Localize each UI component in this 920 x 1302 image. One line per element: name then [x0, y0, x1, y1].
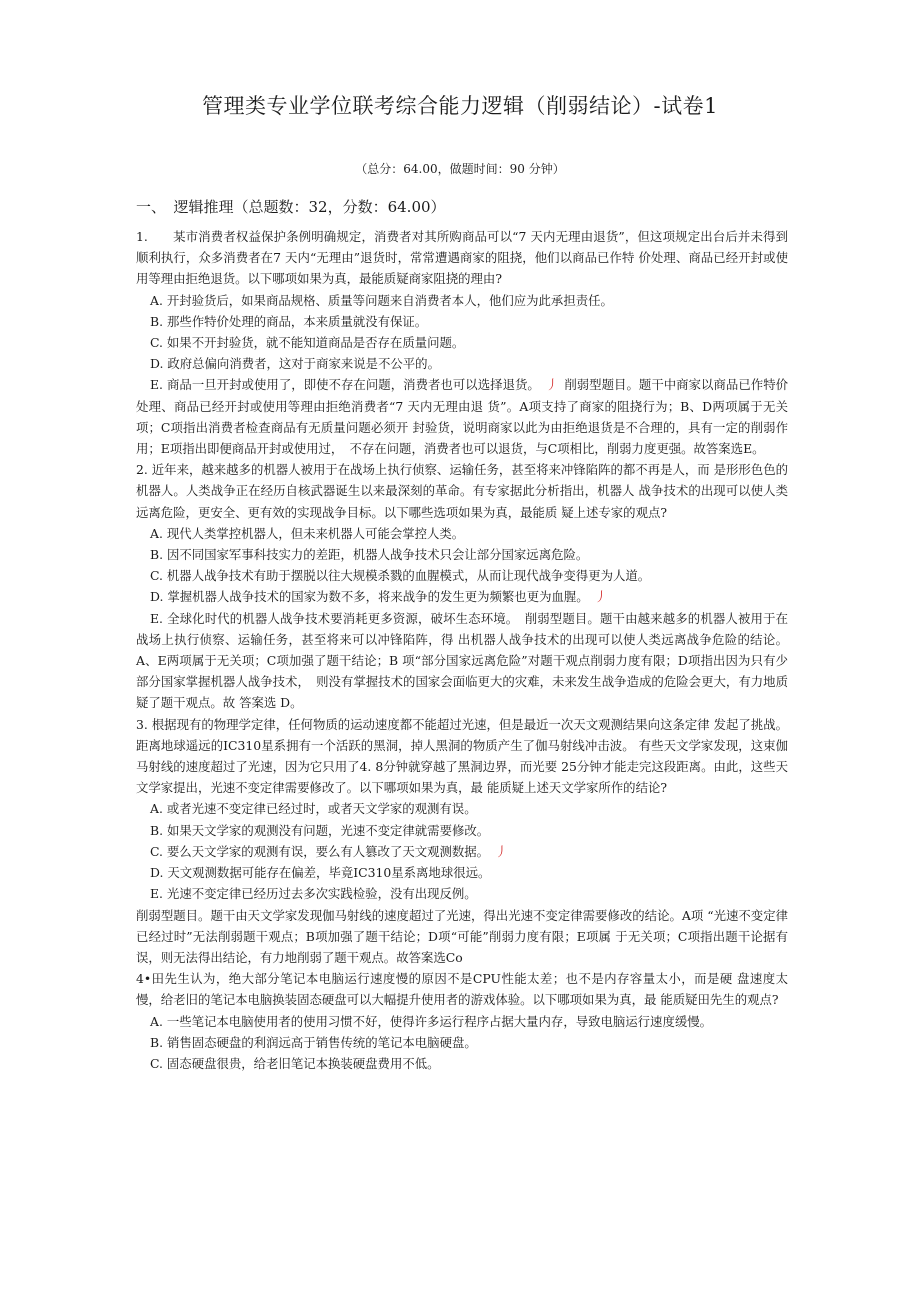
question-2-option-c: C. 机器人战争技术有助于摆脱以往大规模杀戮的血腥模式，从而让现代战争变得更为人道。 [150, 568, 651, 584]
question-1-stem: 1. 某市消费者权益保护条例明确规定，消费者对其所购商品可以“7 天内无理由退货”，但这项规定出台后并未得到顺利执行，众多消费者在7 天内“无理由”退货时，常常遭遇商家的阻挠，他们以商品已作特 价处理、商品已经开封或使用等理由拒绝退货。以下哪项如果为真，最能质疑商家阻挠的理由? [136, 229, 788, 287]
question-3-option-e: E. 光速不变定律已经历过去多次实践检验，没有出现反例。 [150, 886, 477, 902]
check-mark-icon: 丿 [545, 377, 559, 393]
section-heading: 一、 逻辑推理（总题数：32，分数：64.00） [136, 198, 446, 216]
question-list [136, 226, 788, 1074]
question-2-option-e: E. 全球化时代的机器人战争技术要消耗更多资源，破坏生态环境。 [150, 610, 513, 626]
question-4-option-c: C. 固态硬盘很贵，给老旧笔记本换装硬盘费用不低。 [150, 1055, 440, 1071]
question-2-option-b: B. 因不同国家军事科技实力的差距，机器人战争技术只会让部分国家远离危险。 [150, 547, 589, 563]
question-3-stem: 3. 根据现有的物理学定律，任何物质的运动速度都不能超过光速，但是最近一次天文观测结果向这条定律 发起了挑战。距离地球遥远的IC310星系拥有一个活跃的黑洞，掉人黑洞的物质产生了伽马射线冲击波。 有些天文学家发现，这束伽马射线的速度超过了光速，因为它只用了4. 8分钟就穿越了黑洞边界，而光要 25分钟才能走完这段距离。由此，这些天文学家提出，光速不变定律需要修改了。以下哪项如果为真，最 能质疑上述天文学家所作的结论? [136, 716, 788, 796]
question-1-option-a: A. 开封验货后，如果商品规格、质量等问题来自消费者本人，他们应为此承担责任。 [150, 292, 613, 308]
score-time-info: （总分：64.00，做题时间：90 分钟） [355, 162, 565, 176]
check-mark-icon: 丿 [495, 843, 508, 859]
question-1-option-c: C. 如果不开封验货，就不能知道商品是否存在质量问题。 [150, 335, 465, 351]
page-title: 管理类专业学位联考综合能力逻辑（削弱结论）-试卷1 [202, 94, 718, 118]
question-2-option-a: A. 现代人类掌控机器人，但未来机器人可能会掌控人类。 [150, 525, 465, 541]
question-1-option-d: D. 政府总偏向消费者，这对于商家来说是不公平的。 [150, 356, 440, 372]
question-1-option-b: B. 那些作特价处理的商品，本来质量就没有保证。 [150, 313, 428, 329]
question-3-option-b: B. 如果天文学家的观测没有问题，光速不变定律就需要修改。 [150, 822, 490, 838]
question-2-option-d-line [136, 586, 788, 607]
question-4-option-b: B. 销售固态硬盘的利润远高于销售传统的笔记本电脑硬盘。 [150, 1034, 477, 1050]
question-2-option-d: D. 掌握机器人战争技术的国家为数不多，将来战争的发生更为频繁也更为血腥。 [150, 589, 589, 605]
question-3-option-d: D. 天文观测数据可能存在偏差，毕竟IC310星系离地球很远。 [150, 865, 491, 881]
question-1-analysis: 削弱型题目。题干中商家以商品已作特价处理、商品已经开封或使用等理由拒绝消费者“7 天内无理由退 货”。A项支持了商家的阻挠行为；B、D两项属于无关项；C项指出消费者检查商品有无质量问题必须开 封验货，说明商家以此为由拒绝退货是不合理的，具有一定的削弱作用；E项指出即便商品开封或使用过， 不存在问题，消费者也可以退货，与C项相比，削弱力度更强。故答案选E。 [136, 377, 789, 457]
question-2-stem: 2. 近年来，越来越多的机器人被用于在战场上执行侦察、运输任务，甚至将来冲锋陷阵的都不再是人，而 是形形色色的机器人。人类战争正在经历自核武器诞生以来最深刻的革命。有专家据此分析指出，机器人 战争技术的出现可以使人类远离危险，更安全、更有效的实现战争目标。以下哪些选项如果为真，最能质 疑上述专家的观点? [136, 462, 788, 520]
check-mark-icon: 丿 [594, 589, 608, 605]
question-1-option-e: E. 商品一旦开封或使用了，即使不存在问题，消费者也可以选择退货。 [150, 377, 540, 393]
question-3-option-c: C. 要么天文学家的观测有误，要么有人篡改了天文观测数据。 [150, 843, 490, 859]
question-3-option-c-line [136, 841, 788, 862]
question-4-option-a: A. 一些笔记本电脑使用者的使用习惯不好，使得许多运行程序占据大量内存，导致电脑运行速度缓慢。 [150, 1013, 713, 1029]
question-2-answer-block [136, 608, 788, 714]
question-3-option-a: A. 或者光速不变定律已经过时，或者天文学家的观测有误。 [150, 801, 477, 817]
question-2-analysis: 削弱型题目。题干由越来越多的机器人被用于在战场上执行侦察、运输任务，甚至将来可以冲锋陷阵，得 出机器人战争技术的出现可以使人类远离战争危险的结论。A、E两项属于无关项；C项加强了题干结论；B 项“部分国家远离危险”对题干观点削弱力度有限；D项指出因为只有少部分国家掌握机器人战争技术， 则没有掌握技术的国家会面临更大的灾难，未来发生战争造成的危险会更大，有力地质疑了题干观点。故 答案选 D。 [136, 610, 788, 711]
question-4-stem: 4•田先生认为，绝大部分笔记本电脑运行速度慢的原因不是CPU性能太差；也不是内存容量太小，而是硬 盘速度太慢，给老旧的笔记本电脑换装固态硬盘可以大幅提升使用者的游戏体验。以下哪项如果为真，最 能质疑田先生的观点? [136, 971, 788, 1008]
question-1-answer-block [136, 374, 788, 459]
question-3-analysis: 削弱型题目。题干由天文学家发现伽马射线的速度超过了光速，得出光速不变定律需要修改的结论。A项 “光速不变定律已经过时”无法削弱题干观点；B项加强了题干结论；D项“可能”削弱力度有限；E项属 于无关项；C项指出题干论据有误，则无法得出结论，有力地削弱了题干观点。故答案选Co [136, 907, 788, 965]
